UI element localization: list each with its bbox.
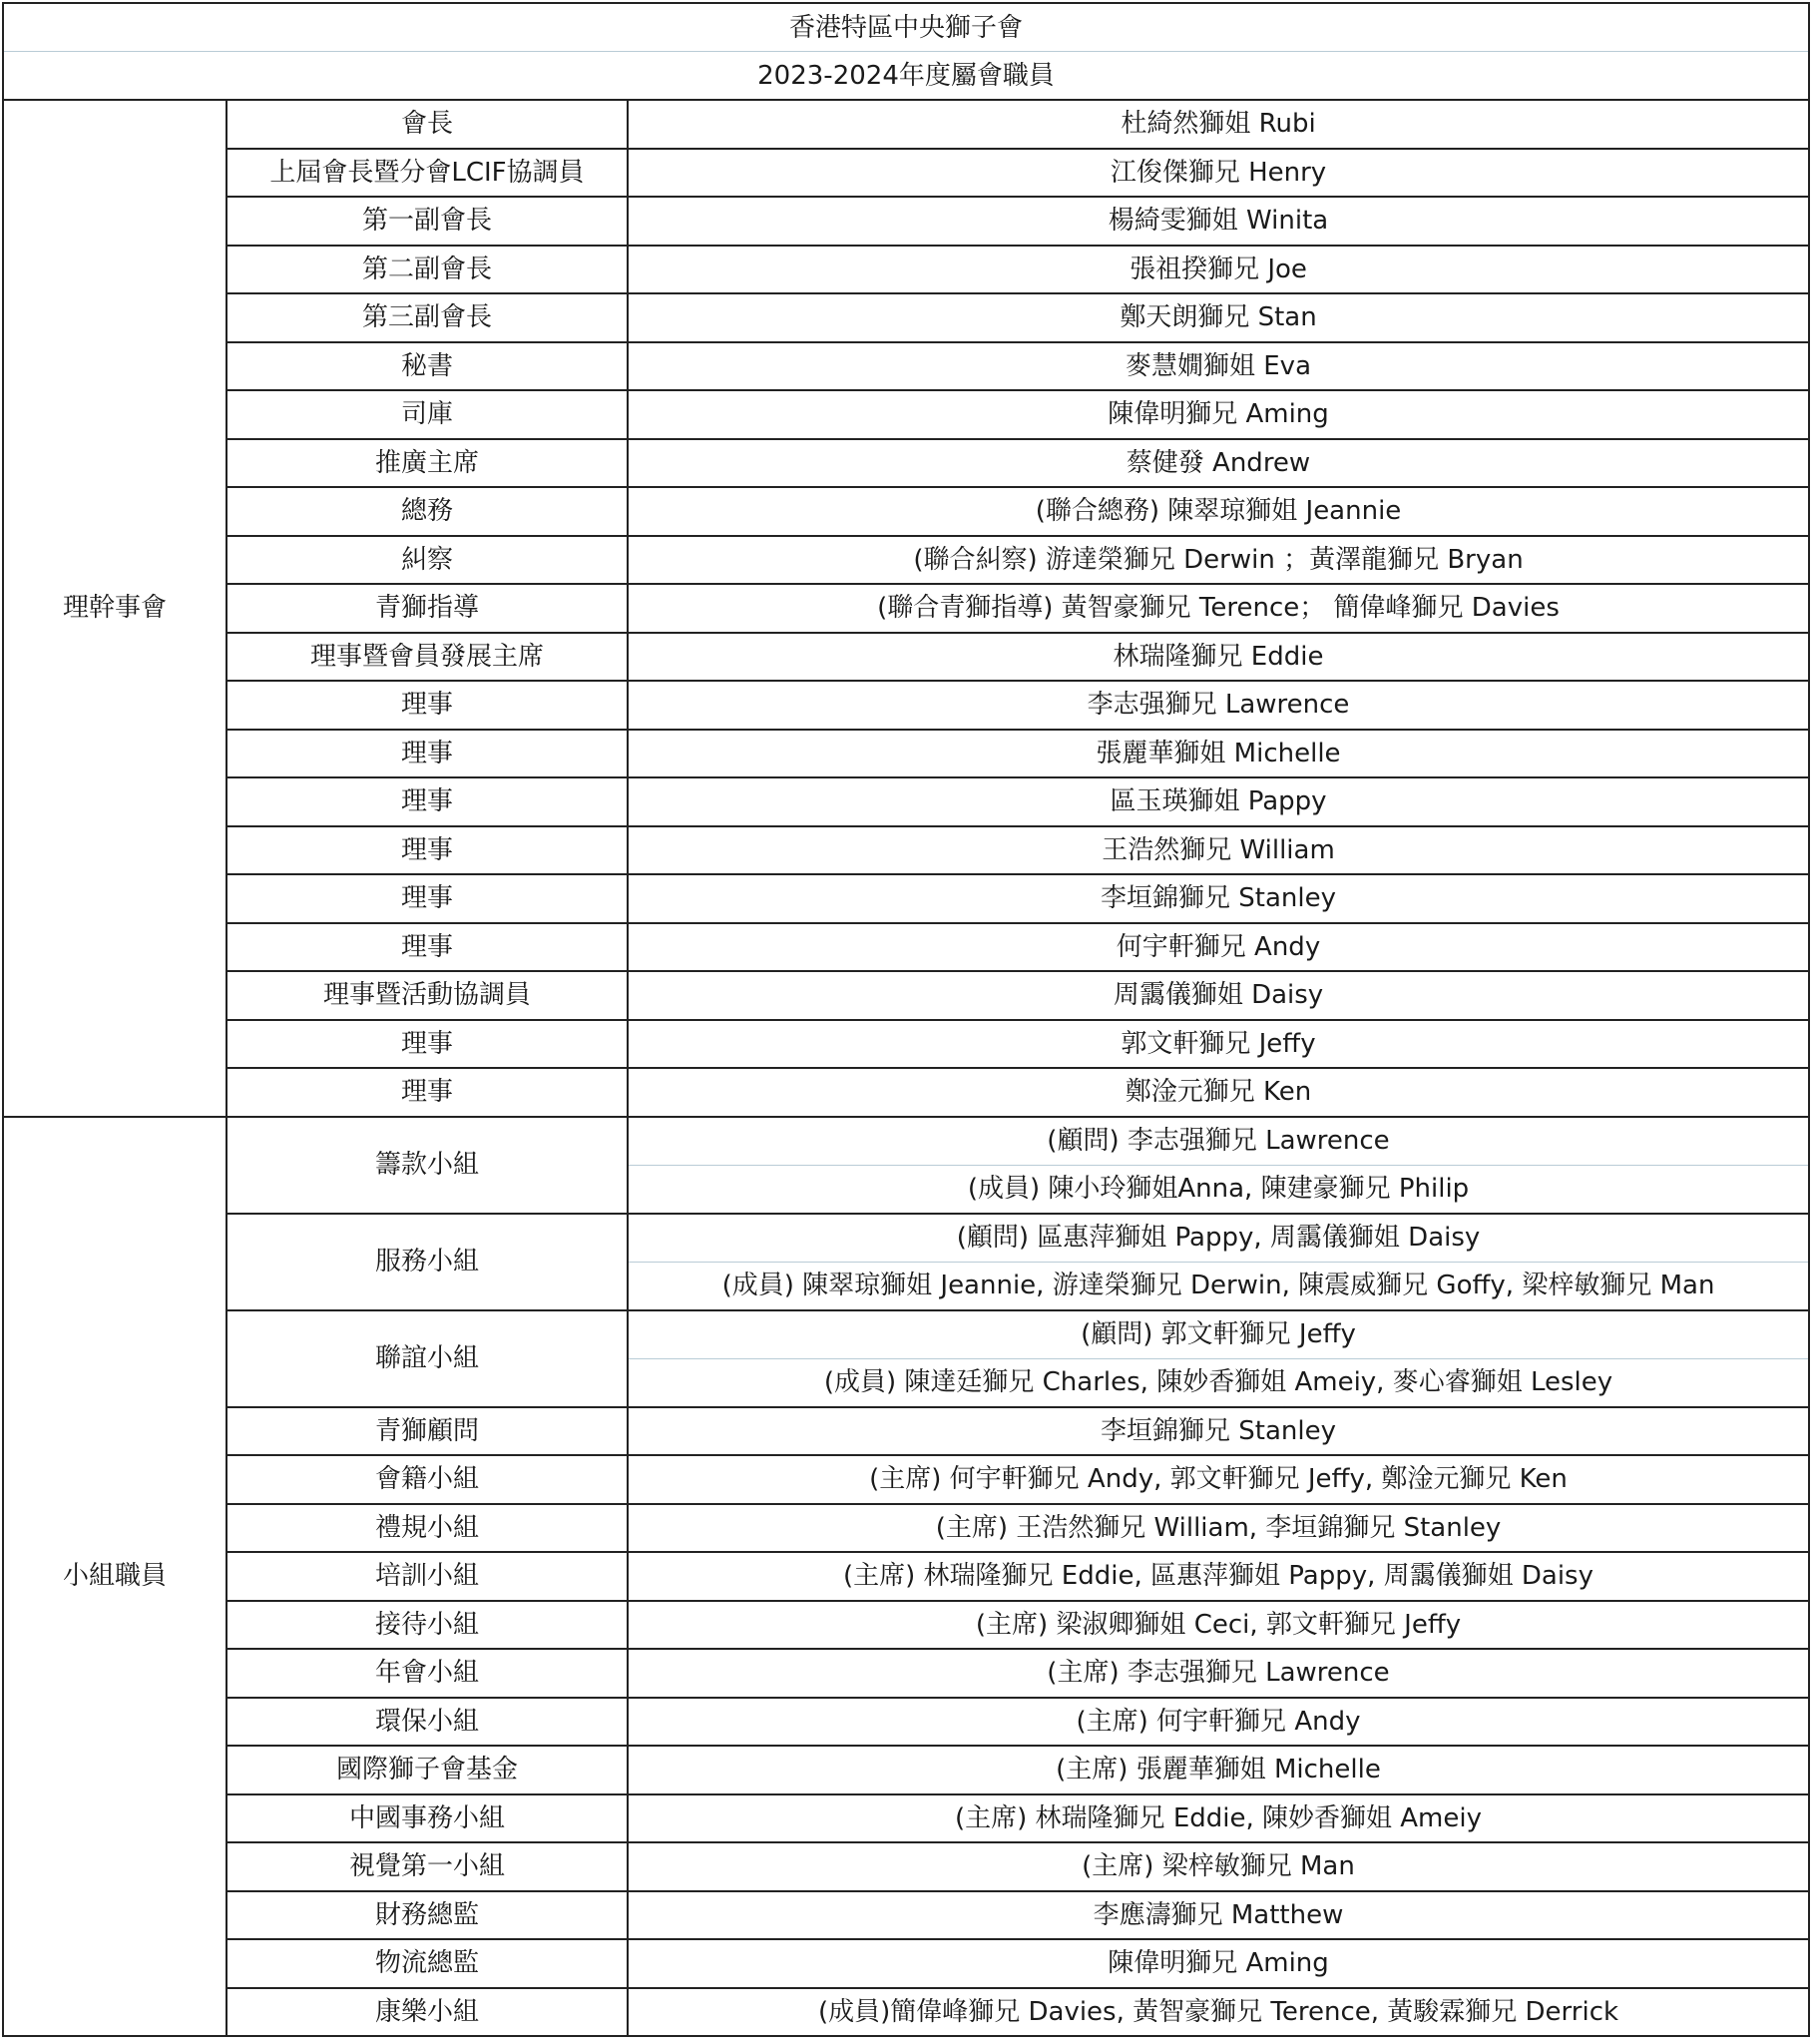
name-cell: (主席) 王浩然獅兄 William, 李垣錦獅兄 Stanley: [628, 1504, 1809, 1553]
table-row: [3, 1842, 1809, 1891]
role-cell: 糾察: [227, 536, 628, 585]
table-row: [3, 874, 1809, 923]
name-cell: 鄭天朗獅兄 Stan: [628, 293, 1809, 342]
name-cell: (主席) 梁淑卿獅姐 Ceci, 郭文軒獅兄 Jeffy: [628, 1601, 1809, 1650]
role-cell: 理事暨會員發展主席: [227, 633, 628, 682]
name-cell: 郭文軒獅兄 Jeffy: [628, 1020, 1809, 1069]
role-cell: 環保小組: [227, 1698, 628, 1747]
role-cell: 理事: [227, 730, 628, 778]
role-cell: 理事: [227, 1068, 628, 1117]
table-row: [3, 1504, 1809, 1553]
table-row: [3, 1746, 1809, 1794]
name-cell: 李垣錦獅兄 Stanley: [628, 874, 1809, 923]
role-cell: 總務: [227, 487, 628, 536]
table-row: [3, 536, 1809, 585]
officers-table: [2, 2, 1810, 2037]
role-cell: 年會小組: [227, 1649, 628, 1698]
table-row: [3, 1891, 1809, 1940]
role-cell: 會長: [227, 100, 628, 149]
name-cell: (主席) 梁梓敏獅兄 Man: [628, 1842, 1809, 1891]
table-row: [3, 1214, 1809, 1263]
term-title: 2023-2024年度屬會職員: [3, 52, 1809, 101]
table-row: [3, 1988, 1809, 2037]
table-row: [3, 1020, 1809, 1069]
name-cell: (主席) 何宇軒獅兄 Andy: [628, 1698, 1809, 1747]
group-label-committees: 小組職員: [3, 1117, 227, 2037]
role-cell: 理事: [227, 681, 628, 730]
name-cell: (聯合青獅指導) 黃智豪獅兄 Terence； 簡偉峰獅兄 Davies: [628, 584, 1809, 633]
advisor-cell: (顧問) 區惠萍獅姐 Pappy, 周靄儀獅姐 Daisy: [628, 1214, 1809, 1263]
role-cell: 理事暨活動協調員: [227, 971, 628, 1020]
table-row: [3, 777, 1809, 826]
officers-table-body: [3, 3, 1809, 2036]
role-cell: 會籍小組: [227, 1455, 628, 1504]
name-cell: (主席) 李志强獅兄 Lawrence: [628, 1649, 1809, 1698]
name-cell: 李應濤獅兄 Matthew: [628, 1891, 1809, 1940]
role-cell: 理事: [227, 1020, 628, 1069]
role-cell: 國際獅子會基金: [227, 1746, 628, 1794]
table-row: [3, 342, 1809, 391]
role-cell: 聯誼小組: [227, 1310, 628, 1407]
name-cell: (主席) 何宇軒獅兄 Andy, 郭文軒獅兄 Jeffy, 鄭淦元獅兄 Ken: [628, 1455, 1809, 1504]
name-cell: 周靄儀獅姐 Daisy: [628, 971, 1809, 1020]
table-row: [3, 487, 1809, 536]
role-cell: 物流總監: [227, 1939, 628, 1988]
role-cell: 推廣主席: [227, 439, 628, 488]
name-cell: (聯合糾察) 游達榮獅兄 Derwin ；黃澤龍獅兄 Bryan: [628, 536, 1809, 585]
name-cell: 何宇軒獅兄 Andy: [628, 923, 1809, 972]
name-cell: 李垣錦獅兄 Stanley: [628, 1407, 1809, 1456]
table-row: [3, 923, 1809, 972]
name-cell: 李志强獅兄 Lawrence: [628, 681, 1809, 730]
table-row: [3, 584, 1809, 633]
role-cell: 視覺第一小組: [227, 1842, 628, 1891]
role-cell: 培訓小組: [227, 1552, 628, 1601]
table-row: [3, 197, 1809, 246]
table-row: [3, 1552, 1809, 1601]
role-cell: 禮規小組: [227, 1504, 628, 1553]
table-row: [3, 1068, 1809, 1117]
name-cell: 張祖揆獅兄 Joe: [628, 246, 1809, 294]
role-cell: 康樂小組: [227, 1988, 628, 2037]
role-cell: 財務總監: [227, 1891, 628, 1940]
role-cell: 青獅顧問: [227, 1407, 628, 1456]
role-cell: 秘書: [227, 342, 628, 391]
advisor-cell: (顧問) 李志强獅兄 Lawrence: [628, 1117, 1809, 1166]
role-cell: 理事: [227, 874, 628, 923]
name-cell: 林瑞隆獅兄 Eddie: [628, 633, 1809, 682]
table-row: [3, 439, 1809, 488]
role-cell: 理事: [227, 777, 628, 826]
name-cell: 陳偉明獅兄 Aming: [628, 390, 1809, 439]
role-cell: 理事: [227, 923, 628, 972]
role-cell: 青獅指導: [227, 584, 628, 633]
role-cell: 上屆會長暨分會LCIF協調員: [227, 149, 628, 198]
club-title: 香港特區中央獅子會: [3, 3, 1809, 52]
name-cell: 陳偉明獅兄 Aming: [628, 1939, 1809, 1988]
name-cell: 區玉瑛獅姐 Pappy: [628, 777, 1809, 826]
table-row: [3, 1794, 1809, 1843]
table-row: [3, 826, 1809, 875]
role-cell: 司庫: [227, 390, 628, 439]
members-cell: (成員) 陳達廷獅兄 Charles, 陳妙香獅姐 Ameiy, 麥心睿獅姐 Lesley: [628, 1358, 1809, 1407]
table-row: [3, 681, 1809, 730]
table-row: [3, 1601, 1809, 1650]
name-cell: 麥慧嫺獅姐 Eva: [628, 342, 1809, 391]
name-cell: (主席) 林瑞隆獅兄 Eddie, 陳妙香獅姐 Ameiy: [628, 1794, 1809, 1843]
role-cell: 第二副會長: [227, 246, 628, 294]
name-cell: (成員)簡偉峰獅兄 Davies, 黃智豪獅兄 Terence, 黃駿霖獅兄 Derrick: [628, 1988, 1809, 2037]
table-row: [3, 633, 1809, 682]
name-cell: 張麗華獅姐 Michelle: [628, 730, 1809, 778]
table-row: [3, 1939, 1809, 1988]
table-row: [3, 390, 1809, 439]
role-cell: 籌款小組: [227, 1117, 628, 1214]
name-cell: (聯合總務) 陳翠琼獅姐 Jeannie: [628, 487, 1809, 536]
group-label-board: 理幹事會: [3, 100, 227, 1117]
role-cell: 接待小組: [227, 1601, 628, 1650]
table-row: [3, 1407, 1809, 1456]
table-row: [3, 246, 1809, 294]
name-cell: (主席) 林瑞隆獅兄 Eddie, 區惠萍獅姐 Pappy, 周靄儀獅姐 Daisy: [628, 1552, 1809, 1601]
name-cell: (主席) 張麗華獅姐 Michelle: [628, 1746, 1809, 1794]
header-title-row: [3, 3, 1809, 52]
members-cell: (成員) 陳小玲獅姐Anna, 陳建豪獅兄 Philip: [628, 1165, 1809, 1214]
role-cell: 第一副會長: [227, 197, 628, 246]
name-cell: 王浩然獅兄 William: [628, 826, 1809, 875]
role-cell: 理事: [227, 826, 628, 875]
table-row: [3, 149, 1809, 198]
members-cell: (成員) 陳翠琼獅姐 Jeannie, 游達榮獅兄 Derwin, 陳震威獅兄 Goffy, 梁梓敏獅兄 Man: [628, 1262, 1809, 1310]
table-row: [3, 1117, 1809, 1166]
table-row: [3, 1310, 1809, 1359]
role-cell: 服務小組: [227, 1214, 628, 1310]
role-cell: 第三副會長: [227, 293, 628, 342]
table-row: [3, 1698, 1809, 1747]
table-row: [3, 100, 1809, 149]
table-row: [3, 971, 1809, 1020]
table-row: [3, 293, 1809, 342]
table-row: [3, 1455, 1809, 1504]
role-cell: 中國事務小組: [227, 1794, 628, 1843]
table-row: [3, 1649, 1809, 1698]
advisor-cell: (顧問) 郭文軒獅兄 Jeffy: [628, 1310, 1809, 1359]
name-cell: 江俊傑獅兄 Henry: [628, 149, 1809, 198]
name-cell: 杜綺然獅姐 Rubi: [628, 100, 1809, 149]
header-subtitle-row: [3, 52, 1809, 101]
name-cell: 楊綺雯獅姐 Winita: [628, 197, 1809, 246]
table-row: [3, 730, 1809, 778]
name-cell: 蔡健發 Andrew: [628, 439, 1809, 488]
name-cell: 鄭淦元獅兄 Ken: [628, 1068, 1809, 1117]
